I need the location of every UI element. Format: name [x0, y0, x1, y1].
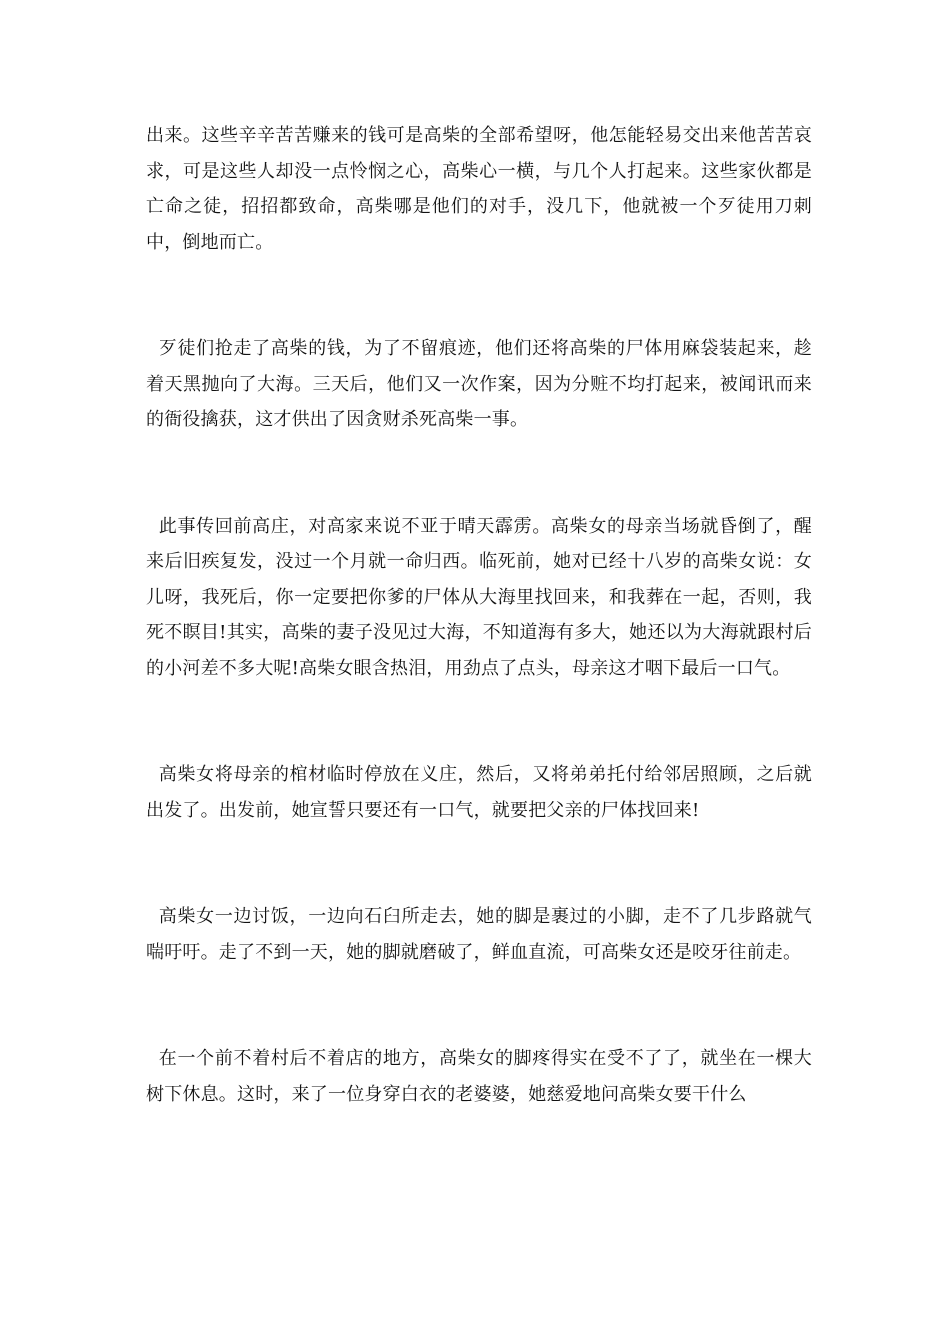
paragraph-3: 此事传回前高庄，对高家来说不亚于晴天霹雳。高柴女的母亲当场就昏倒了，醒来后旧疾复发，没过一个月就一命归西。临死前，她对已经十八岁的高柴女说：女儿呀，我死后，你一定要把你爹的尸体从大海里找回来，和我葬在一起，否则，我死不瞑目!其实，高柴的妻子没见过大海，不知道海有多大，她还以为大海就跟村后的小河差不多大呢!高柴女眼含热泪，用劲点了点头，母亲这才咽下最后一口气。 — [146, 515, 812, 679]
paragraph-2: 歹徒们抢走了高柴的钱，为了不留痕迹，他们还将高柴的尸体用麻袋装起来，趁着天黑抛向了大海。三天后，他们又一次作案，因为分赃不均打起来，被闻讯而来的衙役擒获，这才供出了因贪财杀死高柴一事。 — [146, 338, 812, 430]
paragraph-1: 出来。这些辛辛苦苦赚来的钱可是高柴的全部希望呀，他怎能轻易交出来他苦苦哀求，可是这些人却没一点怜悯之心，高柴心一横，与几个人打起来。这些家伙都是亡命之徒，招招都致命，高柴哪是他们的对手，没几下，他就被一个歹徒用刀刺中，倒地而亡。 — [146, 125, 812, 253]
paragraph-4: 高柴女将母亲的棺材临时停放在义庄，然后，又将弟弟托付给邻居照顾，之后就出发了。出发前，她宣誓只要还有一口气，就要把父亲的尸体找回来! — [146, 764, 812, 821]
paragraph-5: 高柴女一边讨饭，一边向石臼所走去，她的脚是裹过的小脚，走不了几步路就气喘吁吁。走了不到一天，她的脚就磨破了，鲜血直流，可高柴女还是咬牙往前走。 — [146, 906, 812, 963]
document-body — [146, 118, 812, 1112]
paragraph-6: 在一个前不着村后不着店的地方，高柴女的脚疼得实在受不了了，就坐在一棵大树下休息。这时，来了一位身穿白衣的老婆婆，她慈爱地问高柴女要干什么 — [146, 1048, 812, 1105]
